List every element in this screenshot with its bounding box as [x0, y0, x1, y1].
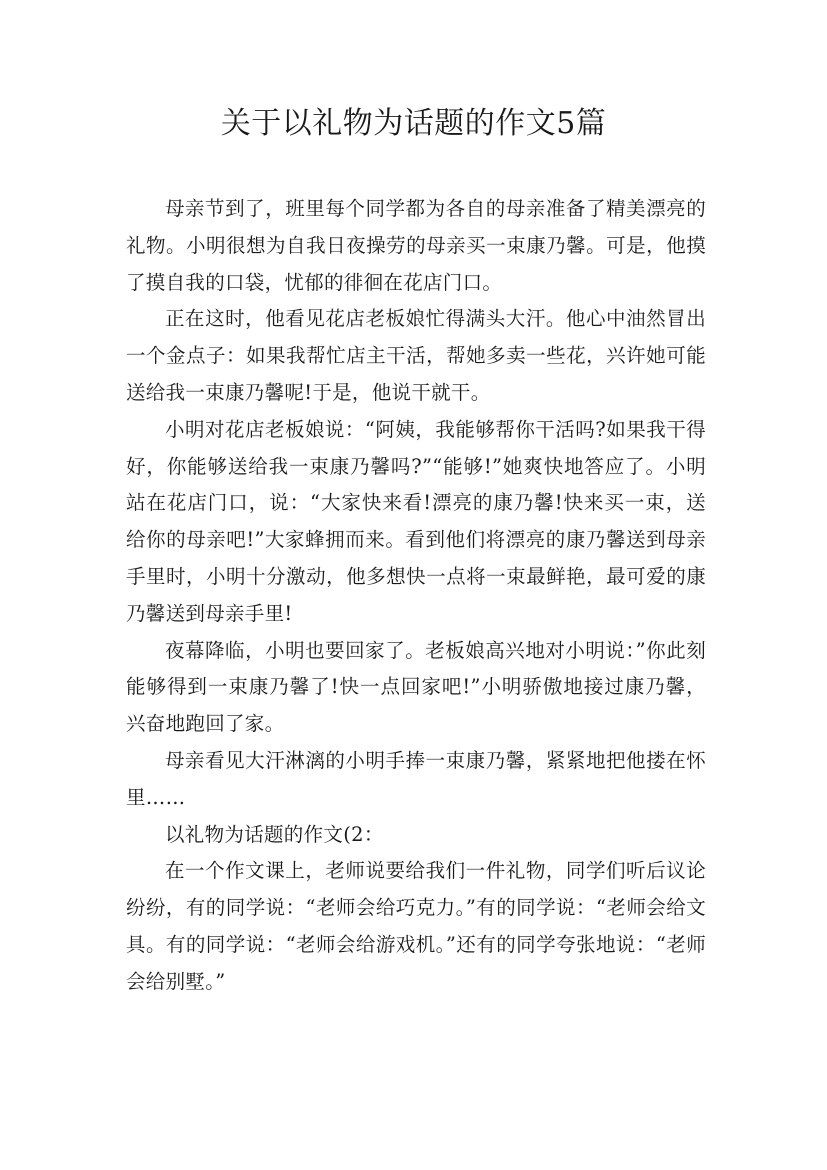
- paragraph: 小明对花店老板娘说：“阿姨，我能够帮你干活吗?如果我干得好，你能够送给我一束康乃馨吗?”“能够!”她爽快地答应了。小明站在花店门口，说：“大家快来看!漂亮的康乃馨!快来买一束，送给你的母亲吧!”大家蜂拥而来。看到他们将漂亮的康乃馨送到母亲手里时，小明十分激动，他多想快一点将一束最鲜艳，最可爱的康乃馨送到母亲手里!: [126, 417, 706, 625]
- paragraph: 母亲节到了，班里每个同学都为各自的母亲准备了精美漂亮的礼物。小明很想为自我日夜操劳的母亲买一束康乃馨。可是，他摸了摸自我的口袋，忧郁的徘徊在花店门口。: [126, 197, 706, 294]
- paragraph: 正在这时，他看见花店老板娘忙得满头大汗。他心中油然冒出一个金点子：如果我帮忙店主干活，帮她多卖一些花，兴许她可能送给我一束康乃馨呢!于是，他说干就干。: [126, 307, 706, 404]
- paragraph: 母亲看见大汗淋漓的小明手捧一束康乃馨，紧紧地把他搂在怀里……: [126, 748, 706, 809]
- document-title: 关于以礼物为话题的作文5篇: [220, 106, 607, 141]
- section-heading: 以礼物为话题的作文(2：: [165, 822, 384, 846]
- paragraph: 夜幕降临，小明也要回家了。老板娘高兴地对小明说：”你此刻能够得到一束康乃馨了!快一点回家吧!”小明骄傲地接过康乃馨，兴奋地跑回了家。: [126, 638, 706, 736]
- paragraph: 在一个作文课上，老师说要给我们一件礼物，同学们听后议论纷纷，有的同学说：“老师会给巧克力。”有的同学说：“老师会给文具。有的同学说：“老师会给游戏机。”还有的同学夸张地说：“老师会给别墅。”: [126, 859, 706, 993]
- document-body: [126, 191, 706, 1001]
